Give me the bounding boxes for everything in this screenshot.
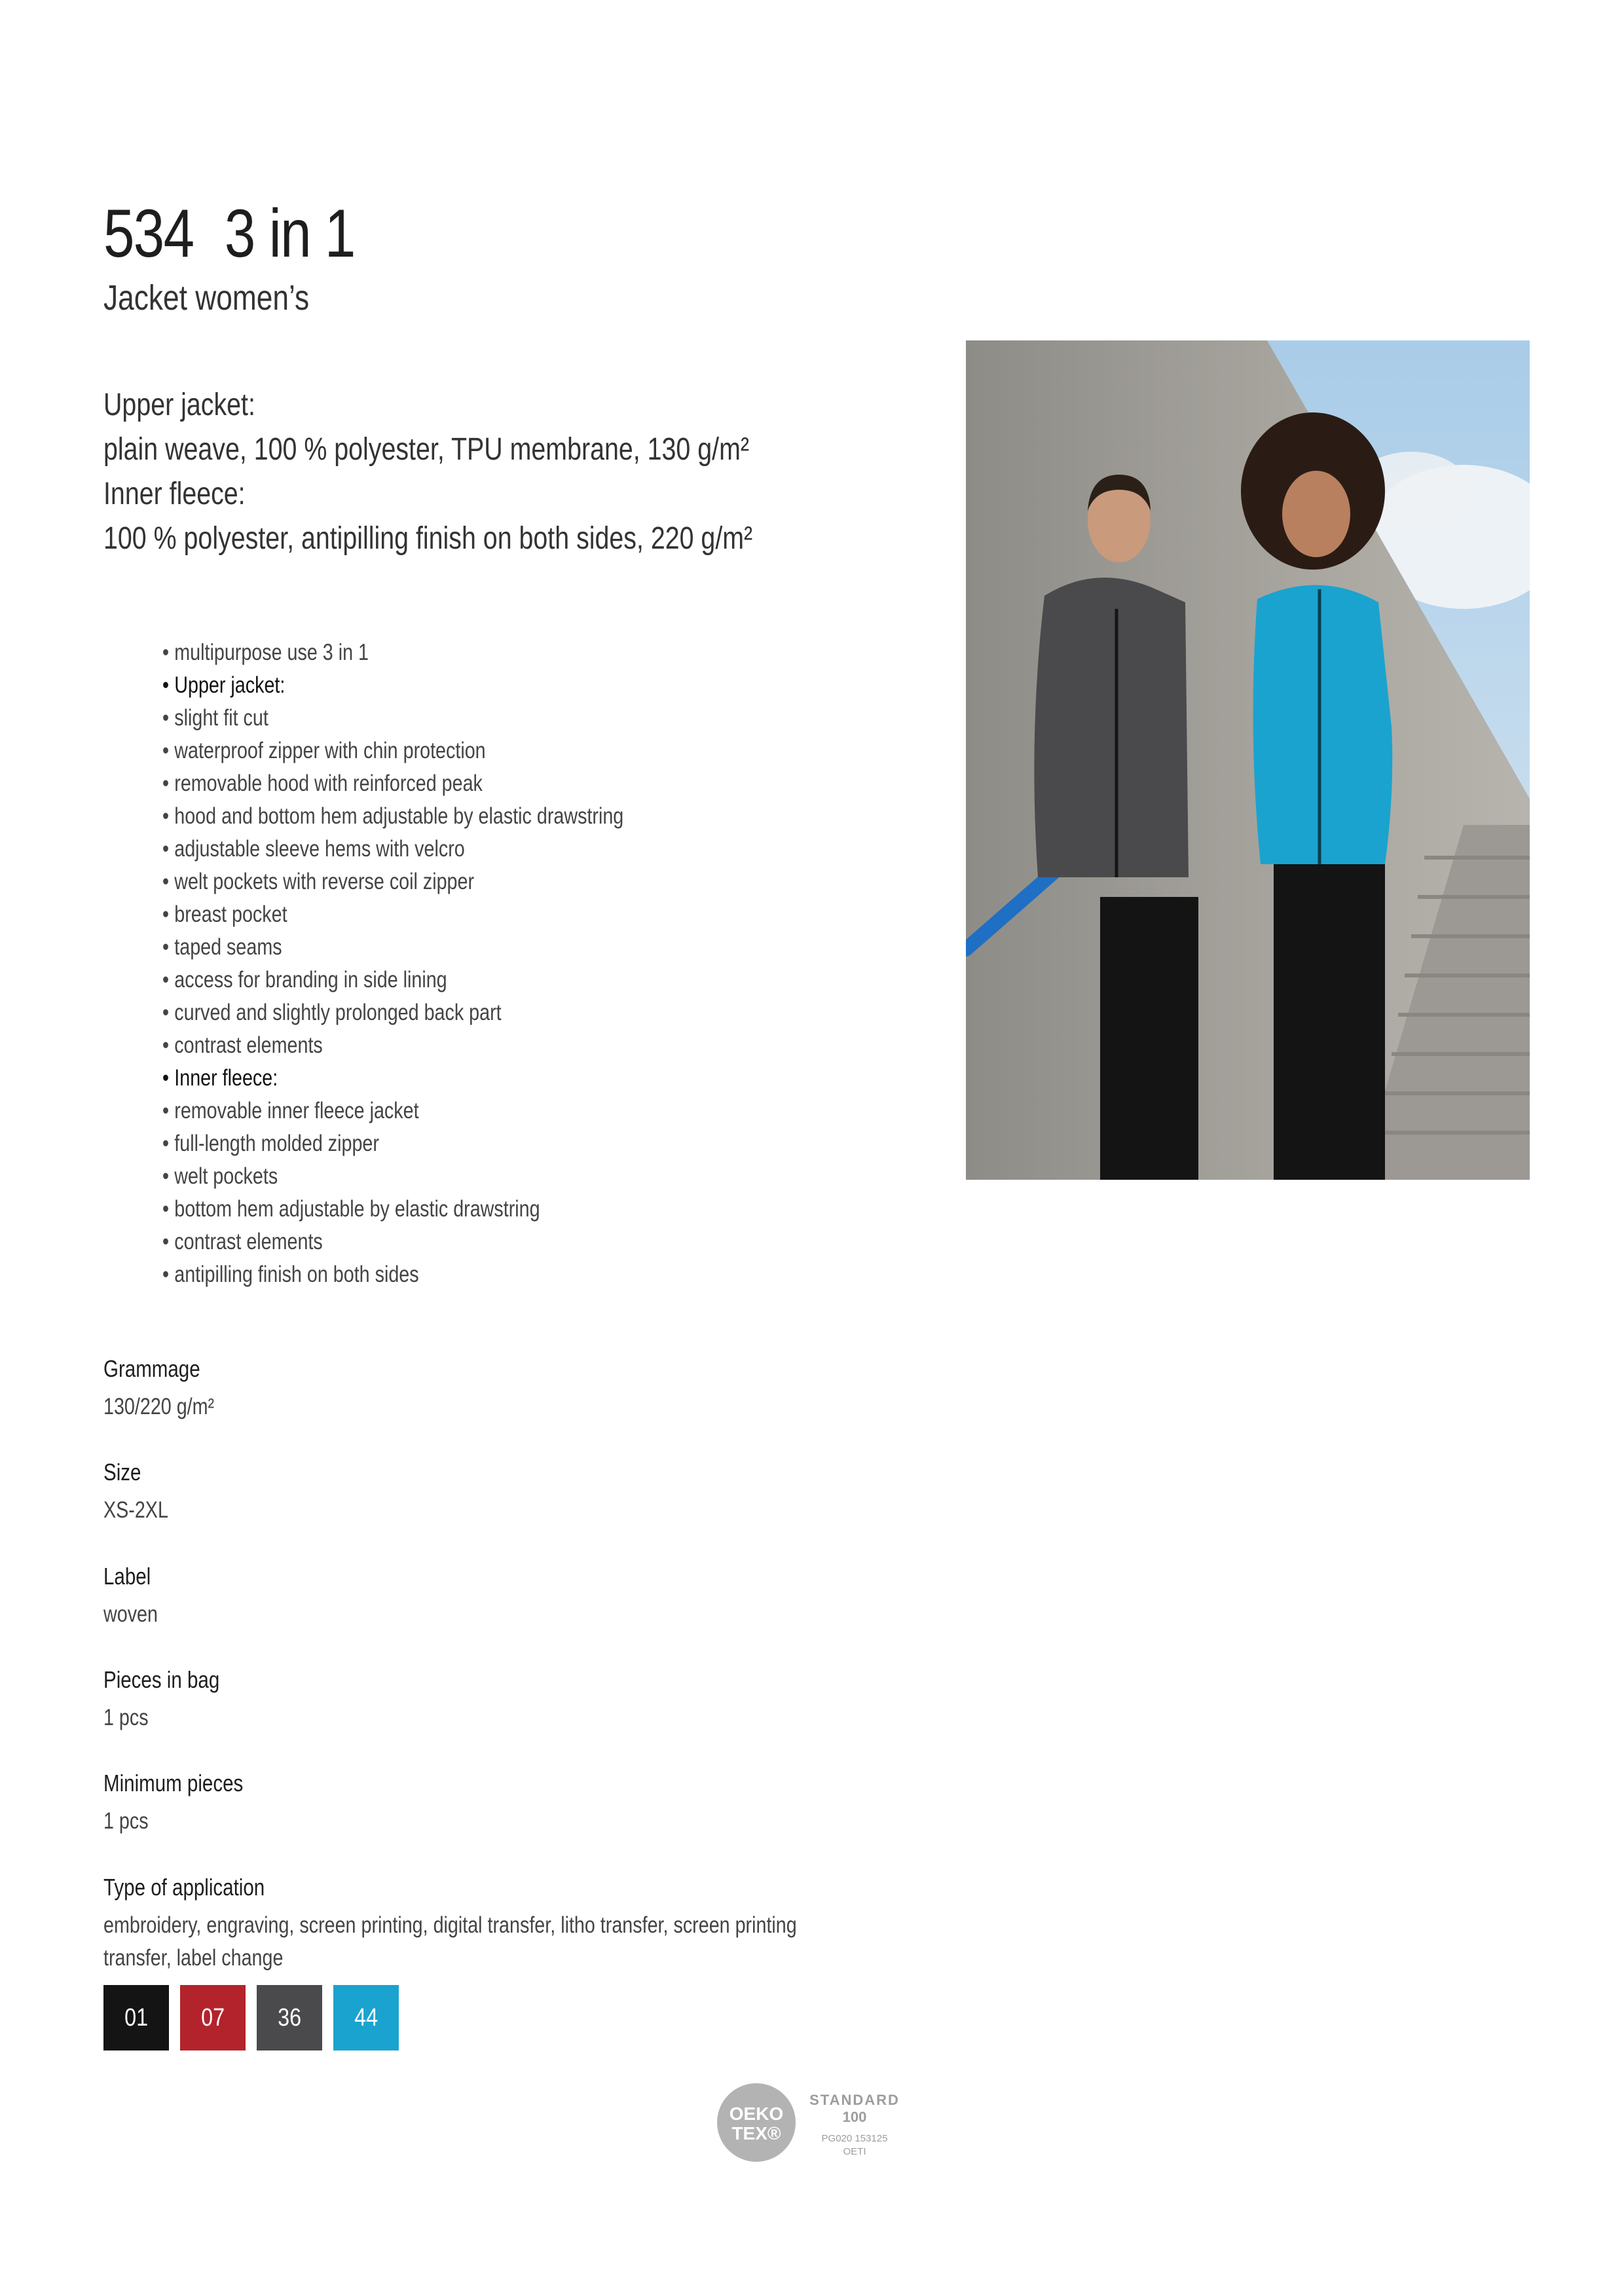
product-code: 534: [103, 196, 194, 272]
material-desc-fleece: 100 % polyester, antipilling finish on both sides, 220 g/m²: [103, 521, 753, 556]
feature-item: • multipurpose use 3 in 1: [162, 636, 623, 669]
feature-item: • access for branding in side lining: [162, 964, 623, 996]
feature-item: • adjustable sleeve hems with velcro: [162, 833, 623, 866]
feature-item: • welt pockets with reverse coil zipper: [162, 866, 623, 898]
oeko-standard: STANDARD: [809, 2092, 900, 2108]
feature-item: • welt pockets: [162, 1160, 623, 1193]
minimum-pieces-value: 1 pcs: [103, 1808, 149, 1834]
product-title: [103, 196, 355, 272]
color-code: 44: [354, 2003, 378, 2032]
oeko-logo-word2: TEX®: [731, 2123, 781, 2143]
application-label: Type of application: [103, 1874, 265, 1901]
feature-item: • curved and slightly prolonged back part: [162, 996, 623, 1029]
oeko-standard-number: 100: [842, 2109, 867, 2125]
color-code: 36: [278, 2003, 301, 2032]
product-photo: [966, 340, 1530, 1180]
size-label: Size: [103, 1459, 141, 1485]
pieces-in-bag-label: Pieces in bag: [103, 1666, 220, 1693]
color-swatch-36[interactable]: [257, 1985, 322, 2050]
application-value-line1: embroidery, engraving, screen printing, digital transfer, litho transfer, screen printing: [103, 1912, 797, 1938]
label-value: woven: [103, 1601, 158, 1627]
grammage-value: 130/220 g/m²: [103, 1394, 215, 1419]
feature-item: • bottom hem adjustable by elastic drawstring: [162, 1193, 623, 1226]
label-label: Label: [103, 1563, 151, 1590]
size-value: XS-2XL: [103, 1497, 168, 1523]
application-value-line2: transfer, label change: [103, 1945, 284, 1971]
grammage-label: Grammage: [103, 1355, 200, 1382]
feature-item: • full-length molded zipper: [162, 1127, 623, 1160]
oeko-certificate: PG020 153125: [821, 2133, 888, 2144]
feature-item: • hood and bottom hem adjustable by elastic drawstring: [162, 800, 623, 833]
minimum-pieces-label: Minimum pieces: [103, 1770, 244, 1796]
feature-item: • waterproof zipper with chin protection: [162, 735, 623, 767]
feature-item: • breast pocket: [162, 898, 623, 931]
feature-item: • contrast elements: [162, 1029, 623, 1062]
color-code: 01: [124, 2003, 148, 2032]
color-swatch-01[interactable]: [103, 1985, 169, 2050]
product-name: 3 in 1: [224, 196, 355, 272]
feature-item: • taped seams: [162, 931, 623, 964]
oeko-institute: OETI: [843, 2146, 866, 2157]
feature-item: • contrast elements: [162, 1226, 623, 1258]
color-code: 07: [201, 2003, 225, 2032]
feature-heading-upper-jacket: • Upper jacket:: [162, 669, 623, 702]
color-swatch-07[interactable]: [180, 1985, 246, 2050]
feature-item: • antipilling finish on both sides: [162, 1258, 623, 1291]
oeko-logo-word1: OEKO: [729, 2104, 784, 2124]
feature-item: • slight fit cut: [162, 702, 623, 735]
feature-list: [162, 636, 623, 1291]
feature-item: • removable inner fleece jacket: [162, 1095, 623, 1127]
color-swatch-44[interactable]: [333, 1985, 399, 2050]
material-heading-upper: Upper jacket:: [103, 388, 255, 422]
product-subtitle: Jacket women’s: [103, 278, 310, 318]
material-desc-upper: plain weave, 100 % polyester, TPU membrane, 130 g/m²: [103, 432, 749, 467]
material-heading-fleece: Inner fleece:: [103, 477, 246, 511]
oeko-tex-logo: [717, 2080, 913, 2165]
feature-item: • removable hood with reinforced peak: [162, 767, 623, 800]
pieces-in-bag-value: 1 pcs: [103, 1705, 149, 1730]
feature-heading-inner-fleece: • Inner fleece:: [162, 1062, 623, 1095]
